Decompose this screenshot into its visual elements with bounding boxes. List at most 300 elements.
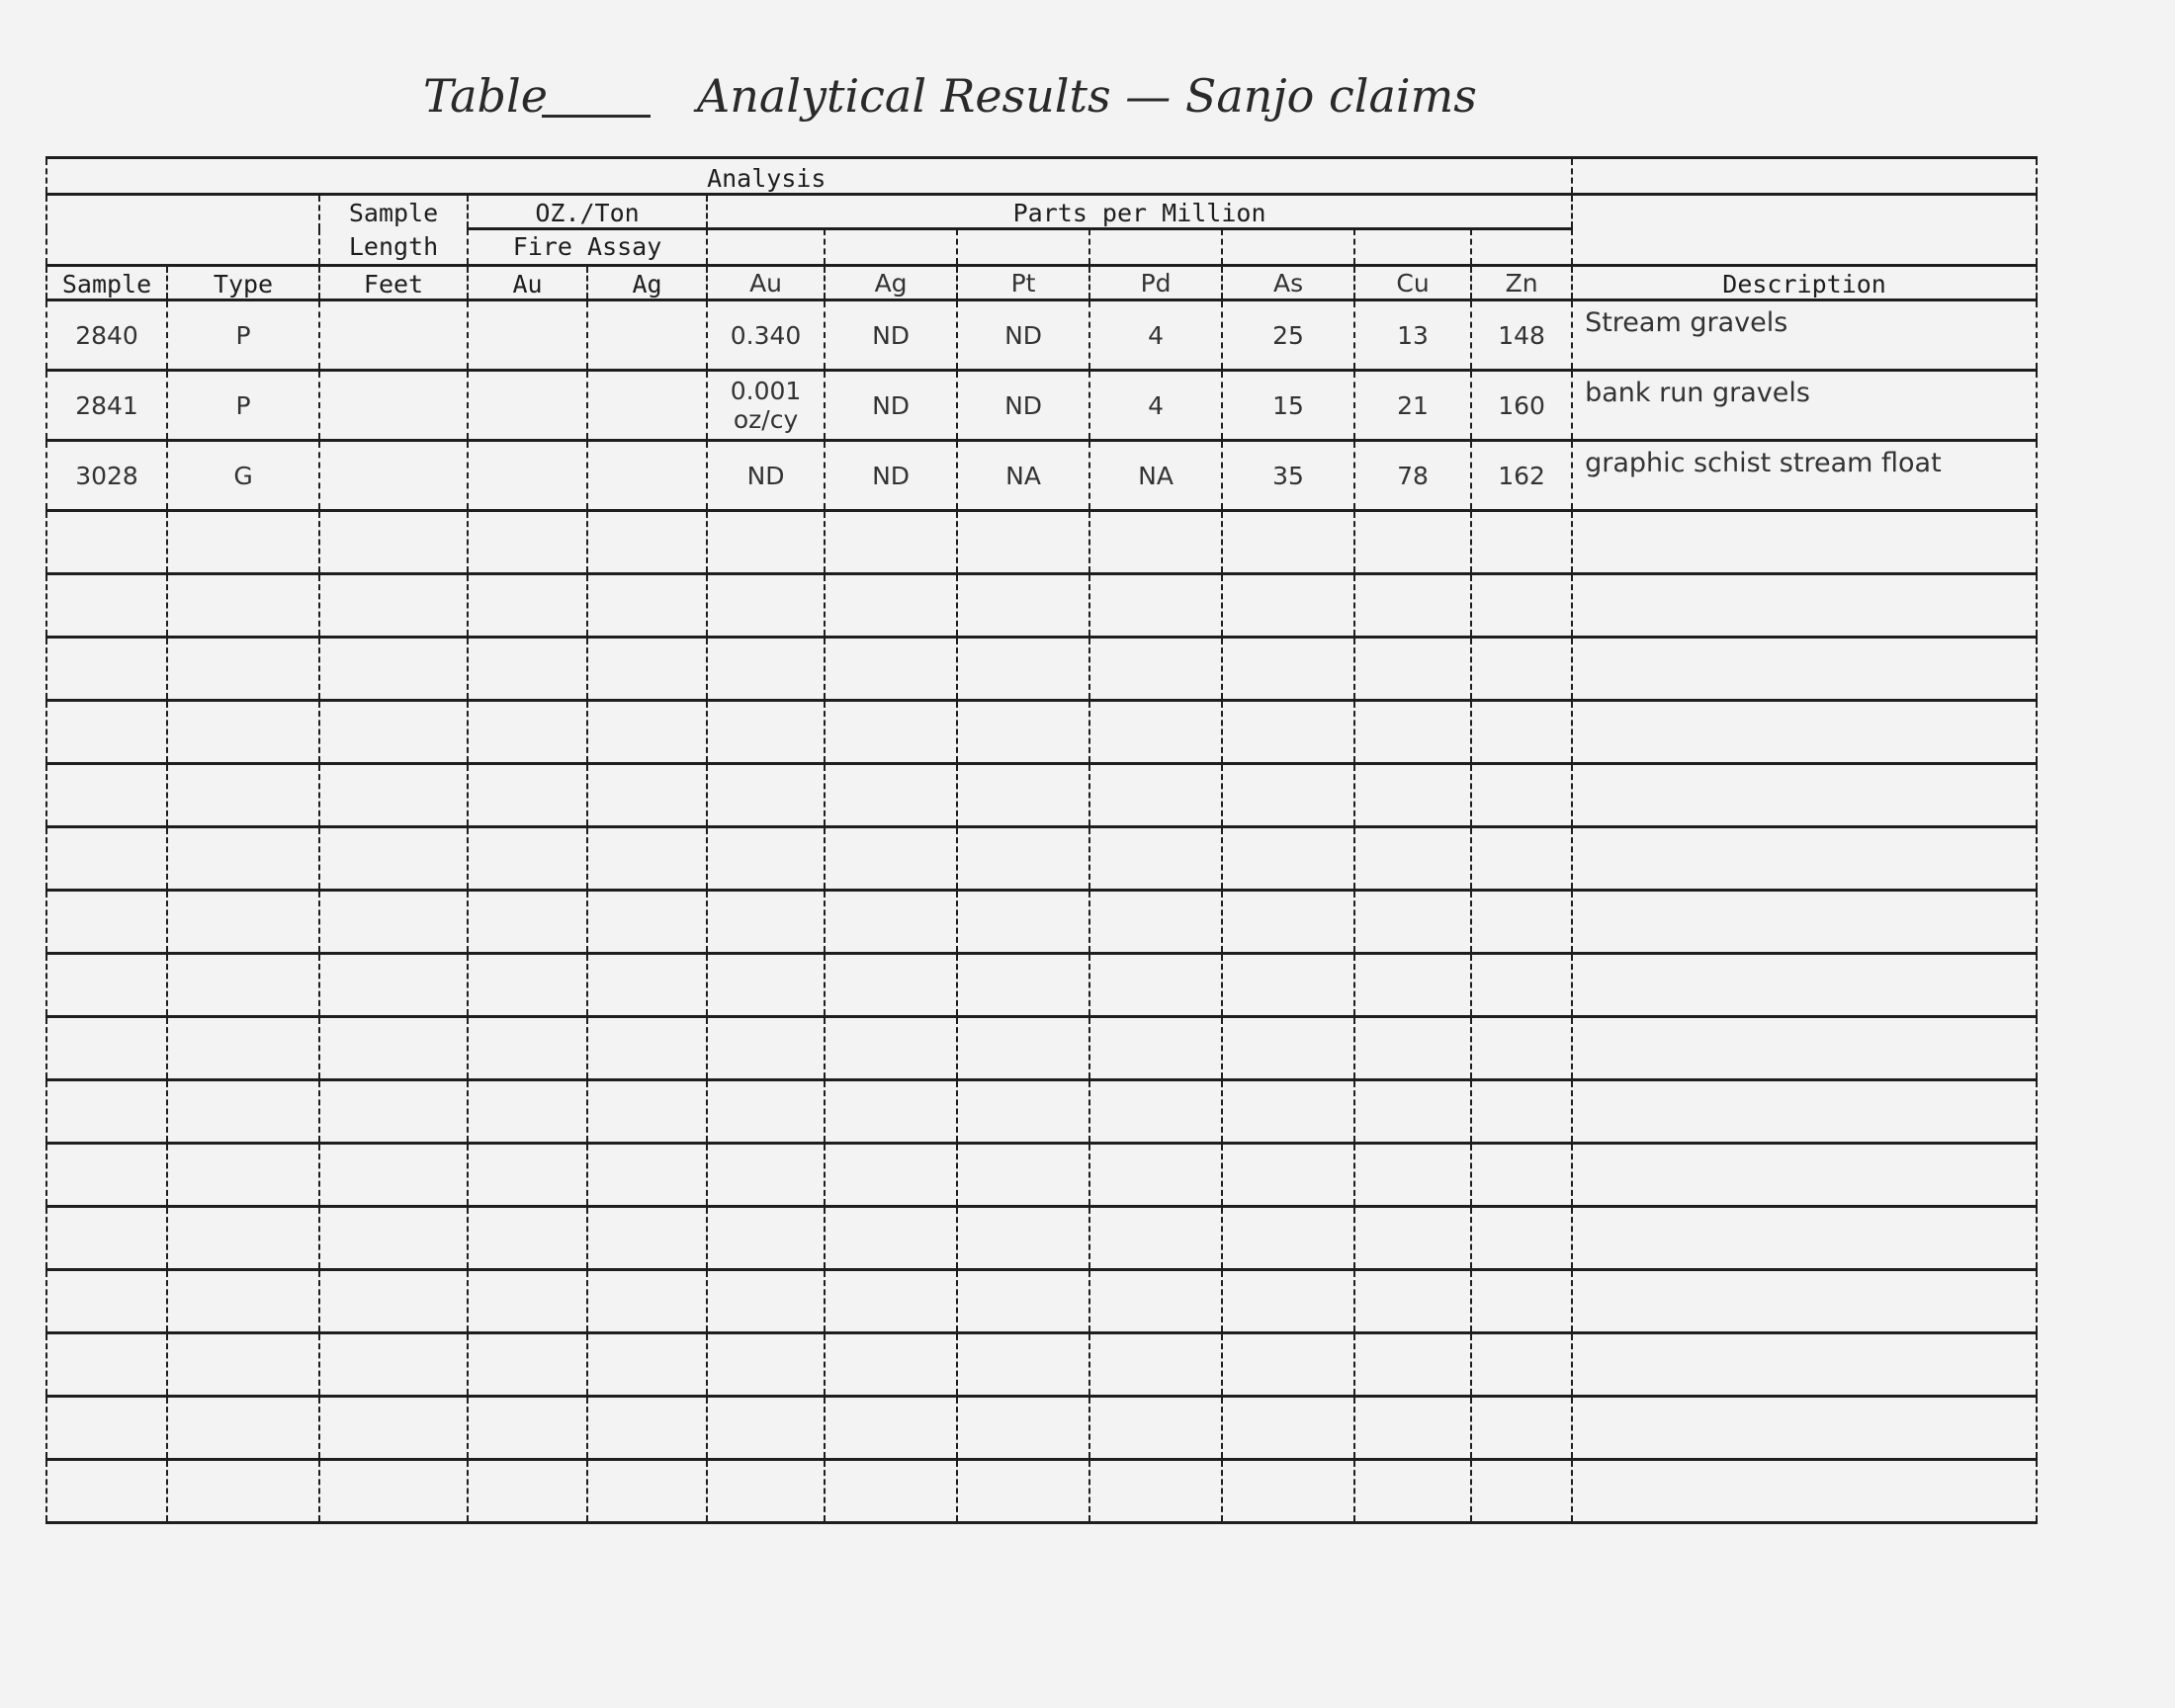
blank-cell <box>825 1397 957 1460</box>
blank-cell <box>46 1333 167 1397</box>
pd-cell: 4 <box>1089 371 1222 441</box>
blank-cell <box>1354 1080 1471 1144</box>
sample-cell: 2840 <box>46 300 167 371</box>
blank-cell <box>1471 954 1572 1017</box>
blank-cell <box>1222 1144 1354 1207</box>
blank-cell <box>167 1397 319 1460</box>
blank-cell <box>468 1207 587 1270</box>
blank-cell <box>825 1460 957 1523</box>
blank-table-row <box>46 827 2037 891</box>
blank-cell <box>1471 827 1572 891</box>
blank-cell <box>46 574 167 638</box>
as-cell: 25 <box>1222 300 1354 371</box>
blank-cell <box>1471 764 1572 827</box>
blank-cell <box>1572 1460 2037 1523</box>
ppm-ag-column-header: Ag <box>825 266 957 300</box>
blank-cell <box>1471 1333 1572 1397</box>
pd-cell: 4 <box>1089 300 1222 371</box>
blank-cell <box>1089 1460 1222 1523</box>
blank-cell <box>167 1270 319 1333</box>
blank-table-row <box>46 1460 2037 1523</box>
cu-cell: 13 <box>1354 300 1471 371</box>
blank-cell <box>957 954 1089 1017</box>
blank-cell <box>319 1144 468 1207</box>
blank-cell <box>707 1144 825 1207</box>
pd-cell: NA <box>1089 441 1222 511</box>
blank-cell <box>468 1270 587 1333</box>
blank-cell <box>707 1270 825 1333</box>
blank-cell <box>46 891 167 954</box>
cu-cell: 21 <box>1354 371 1471 441</box>
blank-cell <box>468 1333 587 1397</box>
ppm-pd-column-header: Pd <box>1089 266 1222 300</box>
blank-cell <box>707 827 825 891</box>
blank-cell <box>46 638 167 701</box>
blank-cell <box>587 954 707 1017</box>
blank-table-row <box>46 638 2037 701</box>
blank-cell <box>1089 1397 1222 1460</box>
blank-cell <box>1089 1207 1222 1270</box>
blank-cell <box>1089 954 1222 1017</box>
blank-cell <box>587 1270 707 1333</box>
blank-cell <box>825 1144 957 1207</box>
blank-cell <box>587 1397 707 1460</box>
blank-cell <box>167 1144 319 1207</box>
blank-cell <box>1222 1460 1354 1523</box>
blank-cell <box>957 1397 1089 1460</box>
table-row <box>46 371 2037 441</box>
blank-cell <box>167 891 319 954</box>
blank-cell <box>468 891 587 954</box>
blank-cell <box>957 1460 1089 1523</box>
blank-cell <box>1354 1270 1471 1333</box>
blank-cell <box>1089 1270 1222 1333</box>
blank-cell <box>957 1080 1089 1144</box>
blank-cell <box>167 638 319 701</box>
blank-cell <box>319 1017 468 1080</box>
ag-cell: ND <box>825 371 957 441</box>
blank-cell <box>825 1017 957 1080</box>
blank-cell <box>957 574 1089 638</box>
blank-cell <box>1471 1080 1572 1144</box>
feet-cell <box>319 300 468 371</box>
blank-cell <box>587 1080 707 1144</box>
blank-table-row <box>46 764 2037 827</box>
blank-cell <box>1222 827 1354 891</box>
blank-cell <box>46 954 167 1017</box>
sample-cell: 3028 <box>46 441 167 511</box>
blank-cell <box>1572 891 2037 954</box>
blank-cell <box>1354 638 1471 701</box>
blank-cell <box>1354 1397 1471 1460</box>
blank-cell <box>1572 1144 2037 1207</box>
blank-cell <box>587 1460 707 1523</box>
header-blank <box>46 195 319 266</box>
blank-cell <box>46 1460 167 1523</box>
ppm-au-column-header: Au <box>707 266 825 300</box>
ppm-subheader-blank <box>957 229 1089 266</box>
ag-cell: ND <box>825 300 957 371</box>
blank-cell <box>1572 827 2037 891</box>
fa-ag-column-header: Ag <box>587 266 707 300</box>
blank-cell <box>319 1333 468 1397</box>
blank-cell <box>707 701 825 764</box>
blank-cell <box>468 638 587 701</box>
blank-cell <box>319 1080 468 1144</box>
blank-cell <box>46 1144 167 1207</box>
pt-cell: ND <box>957 300 1089 371</box>
analysis-group-header: Analysis <box>707 158 1572 195</box>
blank-cell <box>707 954 825 1017</box>
blank-cell <box>46 1017 167 1080</box>
blank-cell <box>468 954 587 1017</box>
ppm-header: Parts per Million <box>707 195 1572 229</box>
type-column-header: Type <box>167 266 319 300</box>
blank-cell <box>46 1207 167 1270</box>
blank-cell <box>957 1017 1089 1080</box>
blank-cell <box>1354 891 1471 954</box>
blank-cell <box>825 1333 957 1397</box>
blank-cell <box>319 764 468 827</box>
blank-cell <box>167 701 319 764</box>
blank-cell <box>1222 1333 1354 1397</box>
blank-cell <box>167 511 319 574</box>
fa-au-cell <box>468 371 587 441</box>
blank-cell <box>1471 1144 1572 1207</box>
blank-cell <box>46 1080 167 1144</box>
feet-cell <box>319 441 468 511</box>
blank-cell <box>1222 954 1354 1017</box>
blank-cell <box>1089 764 1222 827</box>
fa-au-column-header: Au <box>468 266 587 300</box>
blank-cell <box>319 891 468 954</box>
header-blank-desc <box>1572 195 2037 266</box>
blank-cell <box>1572 1207 2037 1270</box>
sample-length-header: Sample Length <box>319 195 468 266</box>
title-label: Table <box>423 69 548 123</box>
blank-cell <box>1354 1144 1471 1207</box>
table-row <box>46 300 2037 371</box>
blank-cell <box>957 1144 1089 1207</box>
zn-cell: 160 <box>1471 371 1572 441</box>
blank-cell <box>707 764 825 827</box>
ppm-subheader-blank <box>1354 229 1471 266</box>
blank-cell <box>707 1397 825 1460</box>
blank-cell <box>957 1207 1089 1270</box>
blank-cell <box>1572 1017 2037 1080</box>
zn-cell: 148 <box>1471 300 1572 371</box>
blank-cell <box>957 1333 1089 1397</box>
blank-cell <box>1222 701 1354 764</box>
blank-cell <box>825 827 957 891</box>
oz-ton-header: OZ./Ton <box>468 195 707 229</box>
ppm-zn-column-header: Zn <box>1471 266 1572 300</box>
blank-table-row <box>46 954 2037 1017</box>
fa-ag-cell <box>587 441 707 511</box>
fa-au-cell <box>468 300 587 371</box>
blank-cell <box>825 1270 957 1333</box>
table-row <box>46 441 2037 511</box>
blank-cell <box>1354 511 1471 574</box>
blank-cell <box>1572 511 2037 574</box>
fire-assay-header: Fire Assay <box>468 229 707 266</box>
ppm-subheader-blank <box>1471 229 1572 266</box>
blank-cell <box>468 574 587 638</box>
blank-cell <box>1354 1333 1471 1397</box>
blank-cell <box>319 827 468 891</box>
blank-cell <box>1354 1460 1471 1523</box>
blank-cell <box>1471 891 1572 954</box>
blank-cell <box>1471 511 1572 574</box>
blank-cell <box>1354 827 1471 891</box>
blank-cell <box>587 764 707 827</box>
blank-cell <box>957 511 1089 574</box>
blank-cell <box>957 891 1089 954</box>
blank-cell <box>167 1080 319 1144</box>
blank-cell <box>1089 827 1222 891</box>
type-cell: P <box>167 300 319 371</box>
blank-cell <box>1471 1460 1572 1523</box>
blank-cell <box>1222 574 1354 638</box>
ppm-cu-column-header: Cu <box>1354 266 1471 300</box>
blank-cell <box>1471 701 1572 764</box>
blank-cell <box>1222 1397 1354 1460</box>
ppm-subheader-blank <box>1089 229 1222 266</box>
blank-cell <box>167 574 319 638</box>
blank-cell <box>707 574 825 638</box>
blank-cell <box>468 1144 587 1207</box>
blank-cell <box>587 1333 707 1397</box>
blank-cell <box>825 1080 957 1144</box>
description-column-header: Description <box>1572 266 2037 300</box>
blank-cell <box>319 638 468 701</box>
blank-table-row <box>46 1017 2037 1080</box>
blank-cell <box>825 574 957 638</box>
type-cell: G <box>167 441 319 511</box>
blank-cell <box>1471 638 1572 701</box>
blank-cell <box>1354 574 1471 638</box>
blank-cell <box>46 701 167 764</box>
blank-cell <box>46 764 167 827</box>
blank-cell <box>46 511 167 574</box>
blank-cell <box>46 827 167 891</box>
blank-cell <box>825 638 957 701</box>
blank-cell <box>1222 1207 1354 1270</box>
blank-table-row <box>46 701 2037 764</box>
blank-cell <box>587 1017 707 1080</box>
blank-cell <box>1222 891 1354 954</box>
ppm-pt-column-header: Pt <box>957 266 1089 300</box>
blank-cell <box>167 764 319 827</box>
as-cell: 35 <box>1222 441 1354 511</box>
blank-table-row <box>46 1270 2037 1333</box>
blank-cell <box>468 701 587 764</box>
blank-cell <box>707 891 825 954</box>
blank-table-row <box>46 1333 2037 1397</box>
blank-cell <box>1354 954 1471 1017</box>
blank-cell <box>468 1080 587 1144</box>
blank-cell <box>825 1207 957 1270</box>
blank-cell <box>1089 1017 1222 1080</box>
blank-cell <box>468 511 587 574</box>
blank-cell <box>1572 574 2037 638</box>
blank-table-row <box>46 1207 2037 1270</box>
blank-cell <box>1471 1207 1572 1270</box>
blank-cell <box>1089 891 1222 954</box>
blank-cell <box>319 1207 468 1270</box>
blank-cell <box>1222 764 1354 827</box>
blank-cell <box>319 954 468 1017</box>
blank-cell <box>1089 1333 1222 1397</box>
blank-cell <box>46 1270 167 1333</box>
ag-cell: ND <box>825 441 957 511</box>
blank-cell <box>319 1460 468 1523</box>
au-cell: 0.001 oz/cy <box>707 371 825 441</box>
blank-cell <box>957 827 1089 891</box>
blank-cell <box>957 1270 1089 1333</box>
ppm-subheader-blank <box>707 229 825 266</box>
blank-cell <box>1471 574 1572 638</box>
blank-cell <box>825 891 957 954</box>
blank-cell <box>319 511 468 574</box>
blank-cell <box>1572 954 2037 1017</box>
blank-cell <box>1222 511 1354 574</box>
blank-cell <box>707 1333 825 1397</box>
blank-cell <box>1354 1017 1471 1080</box>
blank-cell <box>468 1397 587 1460</box>
blank-cell <box>1471 1017 1572 1080</box>
blank-cell <box>1222 1080 1354 1144</box>
blank-cell <box>587 701 707 764</box>
blank-cell <box>46 1397 167 1460</box>
sample-column-header: Sample <box>46 266 167 300</box>
blank-cell <box>1572 1080 2037 1144</box>
description-cell: bank run gravels <box>1572 371 2037 441</box>
blank-cell <box>825 764 957 827</box>
blank-cell <box>1089 701 1222 764</box>
blank-cell <box>167 1017 319 1080</box>
blank-cell <box>587 1207 707 1270</box>
blank-cell <box>319 574 468 638</box>
blank-cell <box>825 511 957 574</box>
blank-cell <box>1354 701 1471 764</box>
cu-cell: 78 <box>1354 441 1471 511</box>
blank-cell <box>1572 1270 2037 1333</box>
blank-cell <box>707 638 825 701</box>
blank-cell <box>468 1017 587 1080</box>
blank-cell <box>587 511 707 574</box>
blank-cell <box>1089 1144 1222 1207</box>
sample-cell: 2841 <box>46 371 167 441</box>
blank-cell <box>468 764 587 827</box>
blank-cell <box>587 827 707 891</box>
blank-cell <box>1354 1207 1471 1270</box>
fa-au-cell <box>468 441 587 511</box>
blank-cell <box>587 1144 707 1207</box>
blank-cell <box>1089 574 1222 638</box>
header-blank <box>46 158 707 195</box>
blank-cell <box>167 1460 319 1523</box>
blank-cell <box>1572 638 2037 701</box>
blank-cell <box>957 764 1089 827</box>
fa-ag-cell <box>587 300 707 371</box>
blank-cell <box>957 638 1089 701</box>
analytical-results-table <box>45 156 2038 1524</box>
blank-table-row <box>46 1080 2037 1144</box>
blank-cell <box>1354 764 1471 827</box>
blank-cell <box>1572 1397 2037 1460</box>
blank-cell <box>468 827 587 891</box>
blank-cell <box>319 701 468 764</box>
blank-table-row <box>46 1397 2037 1460</box>
as-cell: 15 <box>1222 371 1354 441</box>
blank-cell <box>957 701 1089 764</box>
blank-cell <box>587 574 707 638</box>
fa-ag-cell <box>587 371 707 441</box>
blank-cell <box>587 638 707 701</box>
blank-cell <box>587 891 707 954</box>
blank-cell <box>319 1270 468 1333</box>
feet-cell <box>319 371 468 441</box>
blank-cell <box>319 1397 468 1460</box>
blank-cell <box>1089 511 1222 574</box>
blank-rows <box>46 511 2037 1523</box>
blank-table-row <box>46 1144 2037 1207</box>
blank-cell <box>825 701 957 764</box>
blank-cell <box>707 1080 825 1144</box>
blank-cell <box>1572 701 2037 764</box>
blank-cell <box>468 1460 587 1523</box>
blank-cell <box>707 511 825 574</box>
blank-cell <box>1222 1270 1354 1333</box>
feet-column-header: Feet <box>319 266 468 300</box>
ppm-as-column-header: As <box>1222 266 1354 300</box>
blank-table-row <box>46 574 2037 638</box>
type-cell: P <box>167 371 319 441</box>
blank-cell <box>1471 1397 1572 1460</box>
blank-cell <box>1471 1270 1572 1333</box>
blank-cell <box>1089 638 1222 701</box>
pt-cell: ND <box>957 371 1089 441</box>
blank-cell <box>1572 764 2037 827</box>
zn-cell: 162 <box>1471 441 1572 511</box>
blank-cell <box>167 954 319 1017</box>
ppm-subheader-blank <box>825 229 957 266</box>
au-cell: ND <box>707 441 825 511</box>
blank-cell <box>167 1333 319 1397</box>
blank-table-row <box>46 511 2037 574</box>
blank-cell <box>1222 638 1354 701</box>
ppm-subheader-blank <box>1222 229 1354 266</box>
description-cell: Stream gravels <box>1572 300 2037 371</box>
blank-cell <box>707 1017 825 1080</box>
blank-cell <box>167 1207 319 1270</box>
au-cell: 0.340 <box>707 300 825 371</box>
blank-cell <box>707 1460 825 1523</box>
header-blank-desc <box>1572 158 2037 195</box>
title-text: Analytical Results — Sanjo claims <box>697 69 1477 123</box>
blank-cell <box>167 827 319 891</box>
blank-cell <box>825 954 957 1017</box>
blank-cell <box>1222 1017 1354 1080</box>
pt-cell: NA <box>957 441 1089 511</box>
blank-cell <box>707 1207 825 1270</box>
blank-cell <box>1089 1080 1222 1144</box>
title-blank-line <box>542 115 651 118</box>
blank-table-row <box>46 891 2037 954</box>
blank-cell <box>1572 1333 2037 1397</box>
description-cell: graphic schist stream float <box>1572 441 2037 511</box>
